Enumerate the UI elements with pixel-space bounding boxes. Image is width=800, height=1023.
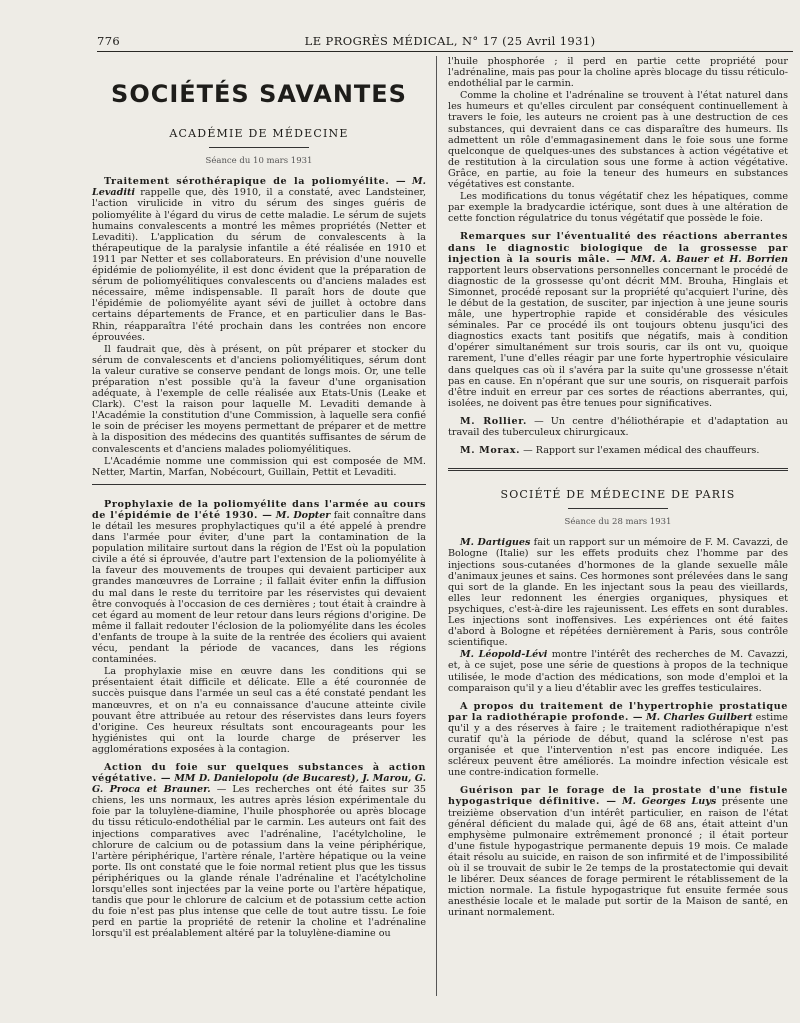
article-heading: Remarques sur l'éventualité des réactions aberrantes dans le diagnostic biologique de la grossesse par injection à la souris mâle. — (448, 231, 788, 265)
article-paragraph (92, 762, 426, 940)
article-rule (92, 484, 426, 485)
right-column (448, 56, 788, 919)
article-paragraph (448, 445, 788, 456)
article-heading: Traitement sérothérapique de la poliomyélite. — (104, 176, 407, 188)
article-paragraph (448, 231, 788, 409)
article-paragraph (448, 785, 788, 918)
article-heading: A propos du traitement de l'hypertrophie prostatique par la radiothérapie profonde. — (448, 700, 788, 723)
running-head (97, 34, 780, 48)
article-paragraph: La prophylaxie mise en œuvre dans les conditions qui se présentaient était difficile et délicate. Elle a été couronnée de succès puisque dans l'armée un seul cas a été constaté pendant les manœuvres, et on n'a eu connaissance d'aucune atteinte civile pouvant être attribuée au retour des réservistes dans leurs foyers d'origine. Ces heureux résultats sont encourageants pour les hygiénistes qui ont la lourde charge de préserver les agglomérations exposées à la contagion. (92, 666, 426, 755)
section-rule (448, 468, 788, 471)
article-author: M. Charles Guilbert (646, 711, 753, 723)
article-paragraph (92, 176, 426, 342)
article-text: — Rapport sur l'examen médical des chauffeurs. (520, 445, 760, 457)
article-text: montre l'intérêt des recherches de M. Cavazzi, et, à ce sujet, pose une série de questions à propos de la technique utilisée, le mode d'action des médications, son mode d'emploi et la comparaison qu'il y a lieu d'établir avec les greffes testiculaires. (448, 649, 789, 694)
article-text: rapportent leurs observations personnelles concernant le procédé de diagnostic de la grossesse qu'ont décrit MM. Brouha, Hinglais et Simonnet, procédé reposant sur la propriété qu'acquiert l'urine, dès le début de la gestation, de susciter, par injection à une jeune souris mâle, une hypertrophie rapide et considérable des vésicules séminales. Par ce procédé ils ont toujours obtenu jusqu'ici des diagnostics exacts tant positifs que négatifs, mais à condition d'opérer simultanément sur trois souris, car ils ont vu, quoique rarement, l'une d'elles réagir par une forte hypertrophie vésiculaire dans quelques cas où il s'avéra par la suite qu'une grossesse n'était pas en cause. En n'opérant que sur une souris, on risquerait parfois d'être induit en erreur par ces sortes de réactions aberrantes, qui, isolées, ne doivent pas être tenues pour significatives. (448, 264, 788, 409)
article-text: fait un rapport sur un mémoire de F. M. Cavazzi, de Bologne (Italie) sur les effets produits chez l'homme par des injections sous-cutanées d'hormones de la glande sexuelle mâle d'animaux jeunes et sains. Ces hormones sont prélevées dans le sang qui sort de la glande. En les injectant sous la peau des vieillards, elles leur redonnent les énergies organiques, physiques et psychiques, c'est-à-dire les rajeunissent. Les effets en sont durables. Les injections sont inoffensives. Les expériences ont été faites d'abord à Bologne et répétées dernièrement à Paris, sous contrôle scientifique. (448, 537, 789, 649)
article-author: M. Morax. (460, 445, 521, 457)
article-heading: Guérison par le forage de la prostate d'une fistule hypogastrique définitive. — (448, 785, 788, 808)
article-author: M. Levaditi (92, 176, 426, 199)
article-paragraph: Les modifications du tonus végétatif chez les hépatiques, comme par exemple la bradycardie ictérique, sont dues à une altération de cette fonction régulatrice du tonus végétatif que possède le foie. (448, 191, 788, 225)
article-author: M. Léopold-Lévi (460, 649, 548, 661)
article-author: MM. A. Bauer et H. Borrien (630, 253, 788, 265)
societe-date: Séance du 28 mars 1931 (564, 517, 672, 528)
article-heading: Action du foie sur quelques substances à action végétative. — (92, 761, 426, 785)
societe-title: SOCIÉTÉ DE MÉDECINE DE PARIS (500, 488, 736, 502)
article-author: M. Dartigues (460, 537, 531, 549)
article-text: fait connaître dans le détail les mesures prophylactiques qu'il a été appelé à prendre dans l'armée pour éviter, d'une part la contamination de la population militaire surtout dans la région de l'Est où la population civile a été si éprouvée, d'autre part l'extension de la poliomyélite à la faveur des mouvements de troupes qui devaient participer aux grandes manœuvres de Lorraine ; il fallait éviter enfin la diffusion du mal dans le reste du territoire par les réservistes qui devaient être convoqués à l'occasion de ces dernières ; tout était à craindre à cet égard au moment de leur retour dans leurs régions d'origine. De même il fallait redouter l'éclosion de la poliomyélite dans les écoles d'enfants de troupe à la suite de la rentrée des écoliers qui avaient vécu, pendant la période de vacances, dans les régions contaminées. (92, 509, 426, 666)
article-paragraph (448, 701, 788, 779)
article-text: — Les recherches ont été faites sur 35 chiens, les uns normaux, les autres après lésion expérimentale du foie par la toluylène-diamine, l'huile phosphorée ou après blocage du tissu réticulo-endothélial par le carmin. Les auteurs ont fait des injections comparatives avec l'adrénaline, l'acétylcholine, le chlorure de calcium ou de potassium dans la veine périphérique, l'artère périphérique, l'artère rénale, l'artère hépatique ou la veine porte. Ils ont constaté que le foie normal retient plus que les tissus périphériques ou la glande rénale l'adrénaline et l'acétylcholine lorsqu'elles sont injectées par la veine porte ou l'artère hépatique, tandis que pour le chlorure de calcium et de potassium cette action du foie n'est pas plus intense que celle de tout autre tissu. Le foie perd en partie la propriété de retenir la choline et l'adrénaline lorsqu'il est préalablement altéré par la toluylène-diamine ou (92, 784, 427, 940)
article-heading: Prophylaxie de la poliomyélite dans l'armée au cours de l'épidémie de l'été 1930. — (92, 498, 426, 521)
article-paragraph: l'huile phosphorée ; il perd en partie cette propriété pour l'adrénaline, mais pas pour la choline après blocage du tissu réticulo-endothélial par le carmin. (448, 56, 788, 90)
title-rule (209, 147, 309, 148)
header-rule (97, 51, 793, 52)
article-author: MM D. Danielopolu (de Bucarest), J. Marou, G. G. Proca et Brauner. (92, 773, 426, 796)
journal-title: LE PROGRÈS MÉDICAL, N° 17 (25 Avril 1931) (304, 34, 596, 48)
title-rule (568, 508, 668, 509)
article-text: rappelle que, dès 1910, il a constaté, avec Landsteiner, l'action virulicide in vitro du sérum des singes guéris de poliomyélite à l'égard du virus de cette maladie. Le sérum de sujets humains convalescents a montré les mêmes propriétés (Netter et Levaditi). L'application du sérum de convalescents à la thérapeutique de la paralysie infantile a été réalisée en 1910 et 1911 par Netter et ses collaborateurs. En prévision d'une nouvelle épidémie de poliomyélite, il est donc évident que la préparation de sérum de poliomyélitiques convalescents ou d'anciens malades est nécessaire, même indispensable. Il paraît hors de doute que l'épidémie de poliomyélite ayant sévi de juillet à octobre dans certains départements de France, et en particulier dans le Bas-Rhin, réapparaîtra l'été prochain dans les contrées non encore éprouvées. (92, 187, 426, 343)
academie-date: Séance du 10 mars 1931 (205, 156, 313, 167)
article-text: présente une treizième observation d'un intérêt particulier, en raison de l'état général déficient du malade qui, âgé de 68 ans, était atteint d'un emphysème pulmonaire extrêmement prononcé ; il était porteur d'une fistule hypogastrique permanente depuis 19 mois. Ce malade était résolu au suicide, en raison de son infirmité et de l'impossibilité où il se trouvait de subir le 2e temps de la prostatectomie qui devait le libérer. Deux séances de forage permirent le rétablissement de la miction normale. La fistule hypogastrique fut ensuite fermée sous anesthésie locale et le malade put sortir de la Maison de santé, en urinant normalement. (448, 796, 788, 919)
article-text: — Un centre d'héliothérapie et d'adaptation au travail des tuberculeux chirurgicaux. (448, 415, 788, 438)
article-paragraph: Comme la choline et l'adrénaline se trouvent à l'état naturel dans les humeurs et qu'elles circulent par conséquent continuellement à travers le foie, les auteurs ne croient pas à une destruction de ces substances, qui devraient dans ce cas disparaître des humeurs. Ils admettent un rôle d'emmagasinement dans le foie sous une forme quelconque de quelques-unes des substances à action végétative et de restitution à la circulation sous une forme à action végétative. Grâce, en partie, au foie la teneur des humeurs en substances végétatives est constante. (448, 90, 788, 191)
article-paragraph: L'Académie nomme une commission qui est composée de MM. Netter, Martin, Marfan, Nobécourt, Guillain, Pettit et Levaditi. (92, 455, 426, 478)
article-text: estime qu'il y a des réserves à faire ; le traitement radiothérapique n'est curatif qu'à la période de début, quand la sclérose n'est pas organisée et que l'intervention n'est pas encore indiquée. Les scléreux peuvent être améliorés. La moindre infection vésicale est une contre-indication formelle. (448, 711, 788, 779)
academie-title: ACADÉMIE DE MÉDECINE (169, 127, 349, 141)
article-paragraph (448, 416, 788, 438)
article-author: M. Rollier. (460, 415, 527, 427)
article-paragraph: Il faudrait que, dès à présent, on pût préparer et stocker du sérum de convalescents et d'anciens poliomyélitiques, sérum dont la valeur curative se conserve pendant de longs mois. Or, une telle préparation n'est possible qu'à la faveur d'une organisation adéquate, à l'exemple de celle réalisée aux Etats-Unis (Leake et Clark). C'est la raison pour laquelle M. Levaditi demande à l'Académie la constitution d'une Commission, à laquelle sera confié le soin de préciser les moyens permettant de préparer et de mettre à la disposition des médecins des quantités suffisantes de sérum de convalescents et d'anciens malades poliomyélitiques. (92, 343, 426, 455)
column-divider (436, 56, 437, 996)
article-author: M. Georges Luys (622, 796, 717, 808)
page-number: 776 (97, 34, 121, 48)
section-title: SOCIÉTÉS SAVANTES (111, 80, 407, 108)
left-column (92, 56, 426, 940)
article-author: M. Dopter (275, 509, 331, 521)
article-paragraph (448, 649, 788, 693)
article-paragraph (92, 499, 426, 665)
article-paragraph (448, 537, 788, 648)
